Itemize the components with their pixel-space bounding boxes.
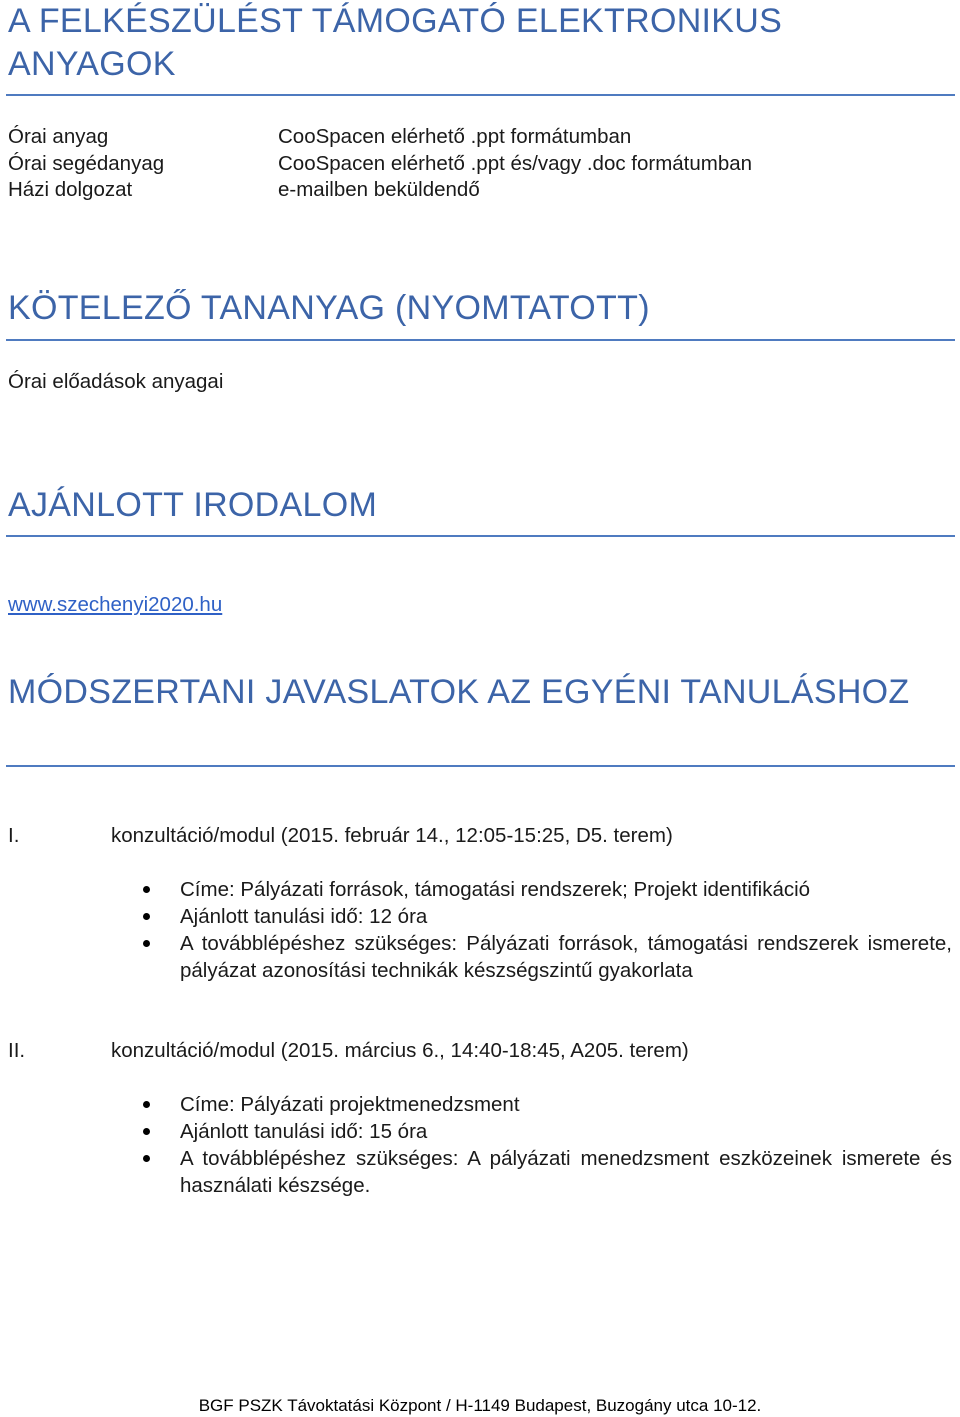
materials-label: Házi dolgozat [8,178,133,201]
list-item-text: Ajánlott tanulási idő: 12 óra [180,905,428,928]
session-bullet-list [180,876,952,984]
session-bullet-list [180,1091,952,1199]
materials-value: CooSpacen elérhető .ppt és/vagy .doc formátumban [278,151,753,175]
session-title: konzultáció/modul (2015. február 14., 12:05-15:25, D5. terem) [111,824,673,847]
list-item-text: A továbblépéshez szükséges: A pályázati menedzsment eszközeinek ismerete és használati készsége. [180,1147,952,1197]
session-numeral: II. [8,1039,26,1062]
list-item [180,903,952,930]
bullet-icon [143,913,150,920]
session-title: konzultáció/modul (2015. március 6., 14:40-18:45, A205. terem) [111,1039,689,1062]
page-footer: BGF PSZK Távoktatási Központ / H-1149 Budapest, Buzogány utca 10-12. [198,1396,762,1415]
list-item [180,1145,952,1199]
list-item-text: Címe: Pályázati források, támogatási rendszerek; Projekt identifikáció [180,878,811,901]
materials-label: Órai anyag [8,125,109,148]
section-title-required: KÖTELEZŐ TANANYAG (NYOMTATOTT) [8,289,650,327]
bullet-icon [143,1155,150,1162]
session-heading [8,823,952,849]
section-title-materials: A FELKÉSZÜLÉST TÁMOGATÓ ELEKTRONIKUS ANYAGOK [8,2,783,83]
required-material-text: Órai előadások anyagai [8,370,224,393]
section-divider [6,339,955,341]
materials-label: Órai segédanyag [8,151,165,175]
bullet-icon [143,940,150,947]
section-divider [6,535,955,537]
materials-row [8,177,952,204]
bullet-icon [143,1128,150,1135]
materials-table [8,124,952,204]
bullet-icon [143,886,150,893]
materials-row [8,124,952,151]
session-heading [8,1038,952,1064]
section-title-methods: MÓDSZERTANI JAVASLATOK AZ EGYÉNI TANULÁSHOZ [8,673,910,711]
session-numeral: I. [8,824,20,847]
section-divider [6,94,955,96]
list-item [180,930,952,984]
list-item-text: Ajánlott tanulási idő: 15 óra [180,1120,428,1143]
list-item [180,1091,952,1118]
list-item-text: A továbblépéshez szükséges: Pályázati források, támogatási rendszerek ismerete, pályázat azonosítási technikák készségszintű gyakorlata [180,932,952,982]
materials-row [8,151,952,178]
recommended-link[interactable]: www.szechenyi2020.hu [8,593,223,616]
materials-value: CooSpacen elérhető .ppt formátumban [278,125,632,148]
list-item [180,876,952,903]
list-item-text: Címe: Pályázati projektmenedzsment [180,1093,520,1116]
materials-value: e-mailben beküldendő [278,178,480,201]
section-divider [6,765,955,767]
section-title-recommended: AJÁNLOTT IRODALOM [8,486,378,524]
list-item [180,1118,952,1145]
bullet-icon [143,1101,150,1108]
